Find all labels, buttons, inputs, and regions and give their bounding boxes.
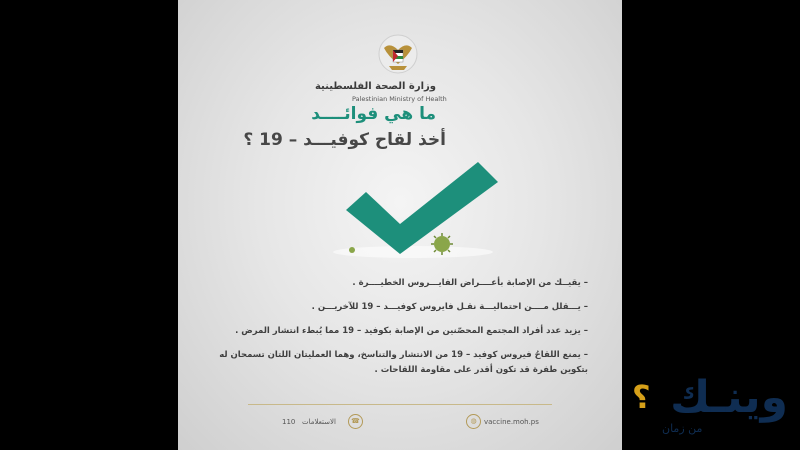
benefit-item: – يمنع اللقاحُ فيروس كوفيد – 19 من الانتشار والتناسخ، وهما العمليتان اللتان تسمحان له بتكوين طفرة قد تكون أقدر على مقاومة اللقاحات . (219, 350, 588, 375)
palestine-eagle-emblem-icon (374, 34, 422, 78)
virus-icon (431, 233, 453, 255)
phone-icon: ☎ (348, 414, 363, 429)
checkmark-icon (346, 162, 498, 254)
small-virus-icon (349, 247, 355, 253)
poster-title-line1: ما هي فوائــــد (311, 104, 436, 124)
ministry-name-english: Palestinian Ministry of Health (352, 95, 447, 103)
watermark-tagline: من زمان (662, 422, 703, 435)
poster-footer (248, 404, 552, 440)
benefit-item: – يـــقلل مــــن احتماليـــة نقـل فايروس كوفيـــد – 19 للآخريـــن . (311, 302, 588, 312)
benefit-item: – يزيد عدد أفراد المجتمع المحصّنين من الإصابة بكوفيد – 19 مما يُبطء انتشار المرض . (235, 326, 588, 336)
benefits-list (218, 276, 588, 387)
poster-title-line2: أخذ لقاح كوفيـــد – 19 ؟ (243, 130, 446, 150)
watermark-brand: وينـك (670, 372, 788, 423)
question-mark-icon: ؟ (632, 378, 651, 416)
footer-divider (248, 404, 552, 405)
site-watermark-logo (624, 372, 800, 450)
globe-icon: ◍ (466, 414, 481, 429)
ministry-header (178, 8, 622, 103)
benefit-item: – يقيــك من الإصابة بأعــــراض الفايـــروس الخطيــــرة . (352, 278, 588, 288)
hotline-label: الاستعلامات (302, 418, 336, 426)
checkmark-illustration (328, 162, 498, 272)
ministry-name-arabic: وزارة الصحة الفلسطينية (314, 81, 436, 92)
website-link: vaccine.moh.ps (484, 418, 539, 426)
hotline-number: 110 (282, 418, 296, 426)
vaccine-infographic-poster (178, 0, 622, 450)
